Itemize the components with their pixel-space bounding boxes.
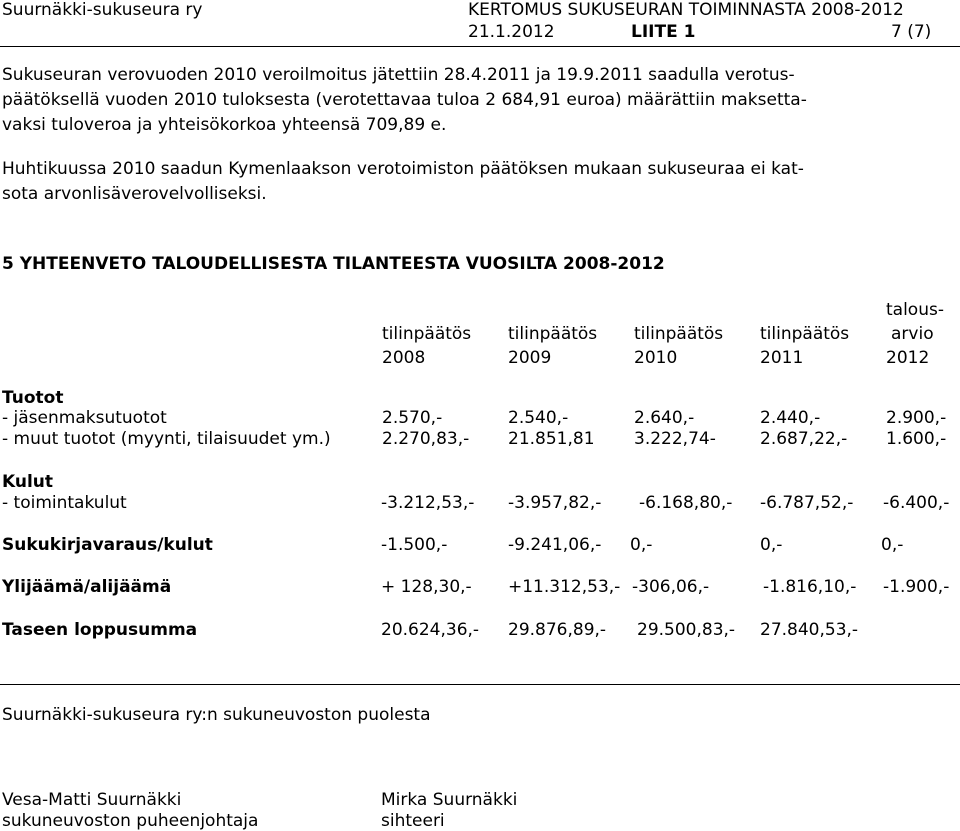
column-header-2011 [760, 298, 849, 370]
column-header-2012 [886, 298, 944, 370]
cell-ylijaama-2011: -1.816,10,- [763, 577, 857, 597]
column-header-line2: tilinpäätös [508, 324, 598, 344]
header-rule [0, 46, 960, 47]
cell-muut-tuotot-2010: 3.222,74- [634, 429, 716, 449]
header-date: 21.1.2012 [468, 22, 555, 42]
cell-jasenmaksutuotot-2008: 2.570,- [382, 408, 443, 428]
header-org: Suurnäkki-sukuseura ry [2, 0, 203, 20]
section-title: 5 YHTEENVETO TALOUDELLISESTA TILANTEESTA VUOSILTA 2008-2012 [2, 254, 665, 274]
cell-jasenmaksutuotot-2012: 2.900,- [886, 408, 947, 428]
cell-sukukirjavaraus-2012: 0,- [881, 535, 904, 555]
cell-muut-tuotot-2011: 2.687,22,- [760, 429, 848, 449]
paragraph-tax [2, 63, 952, 138]
cell-toimintakulut-2012: -6.400,- [883, 493, 950, 513]
cell-jasenmaksutuotot-2009: 2.540,- [508, 408, 569, 428]
column-header-line2: tilinpäätös [382, 324, 472, 344]
column-header-line1 [382, 298, 471, 322]
section-divider [0, 684, 960, 685]
column-header-year: 2010 [634, 348, 678, 368]
signer-1-role: sukuneuvoston puheenjohtaja [2, 811, 259, 831]
cell-toimintakulut-2010: -6.168,80,- [639, 493, 733, 513]
column-header-2010 [634, 298, 723, 370]
cell-taseen-loppusumma-2011: 27.840,53,- [760, 620, 859, 640]
column-header-2009 [508, 298, 597, 370]
header-appendix: LIITE 1 [631, 22, 696, 42]
column-header-line2: tilinpäätös [634, 324, 724, 344]
cell-taseen-loppusumma-2010: 29.500,83,- [637, 620, 736, 640]
column-header-year: 2012 [886, 348, 930, 368]
column-header-line2: arvio [891, 324, 934, 344]
cell-muut-tuotot-2009: 21.851,81 [508, 429, 595, 449]
column-header-2008 [382, 298, 471, 370]
paragraph-line: päätöksellä vuoden 2010 tuloksesta (verotettavaa tuloa 2 684,91 euroa) määrättiin maksetta- [2, 90, 807, 110]
cell-toimintakulut-2008: -3.212,53,- [381, 493, 475, 513]
column-header-line1 [508, 298, 597, 322]
row-label-sukukirjavaraus: Sukukirjavaraus/kulut [2, 535, 213, 555]
column-header-year: 2011 [760, 348, 804, 368]
cell-toimintakulut-2011: -6.787,52,- [760, 493, 854, 513]
signer-2-role: sihteeri [381, 811, 445, 831]
paragraph-line: Huhtikuussa 2010 saadun Kymenlaakson verotoimiston päätöksen mukaan sukuseuraa ei kat- [2, 159, 804, 179]
header-page: 7 (7) [891, 22, 932, 42]
row-label-ylijaama: Ylijäämä/alijäämä [2, 577, 172, 597]
paragraph-line: Sukuseuran verovuoden 2010 veroilmoitus jätettiin 28.4.2011 ja 19.9.2011 saadulla verotus- [2, 65, 795, 85]
row-label-jasenmaksutuotot: - jäsenmaksutuotot [2, 408, 167, 428]
cell-muut-tuotot-2008: 2.270,83,- [382, 429, 470, 449]
cell-muut-tuotot-2012: 1.600,- [886, 429, 947, 449]
row-label-muut-tuotot: - muut tuotot (myynti, tilaisuudet ym.) [2, 429, 331, 449]
paragraph-line: sota arvonlisäverovelvolliseksi. [2, 184, 267, 204]
cell-ylijaama-2010: -306,06,- [632, 577, 710, 597]
cell-ylijaama-2012: -1.900,- [883, 577, 950, 597]
header-title: KERTOMUS SUKUSEURAN TOIMINNASTA 2008-2012 [468, 0, 904, 20]
row-label-taseen-loppusumma: Taseen loppusumma [2, 620, 198, 640]
cell-ylijaama-2008: + 128,30,- [381, 577, 472, 597]
row-label-toimintakulut: - toimintakulut [2, 493, 127, 513]
cell-sukukirjavaraus-2009: -9.241,06,- [508, 535, 602, 555]
tuotot-heading: Tuotot [2, 388, 64, 408]
signer-1-name: Vesa-Matti Suurnäkki [2, 790, 182, 810]
cell-sukukirjavaraus-2008: -1.500,- [381, 535, 448, 555]
column-header-line1 [634, 298, 723, 322]
cell-sukukirjavaraus-2011: 0,- [760, 535, 783, 555]
cell-ylijaama-2009: +11.312,53,- [508, 577, 621, 597]
column-header-line2: tilinpäätös [760, 324, 850, 344]
cell-taseen-loppusumma-2008: 20.624,36,- [381, 620, 480, 640]
column-header-year: 2009 [508, 348, 552, 368]
cell-jasenmaksutuotot-2010: 2.640,- [634, 408, 695, 428]
signer-2-name: Mirka Suurnäkki [381, 790, 518, 810]
cell-taseen-loppusumma-2009: 29.876,89,- [508, 620, 607, 640]
paragraph-line: vaksi tuloveroa ja yhteisökorkoa yhteensä 709,89 e. [2, 115, 447, 135]
column-header-year: 2008 [382, 348, 426, 368]
kulut-heading: Kulut [2, 472, 54, 492]
cell-sukukirjavaraus-2010: 0,- [630, 535, 653, 555]
column-header-line1 [760, 298, 849, 322]
column-header-line1: talous- [886, 300, 944, 320]
cell-toimintakulut-2009: -3.957,82,- [508, 493, 602, 513]
cell-jasenmaksutuotot-2011: 2.440,- [760, 408, 821, 428]
on-behalf-text: Suurnäkki-sukuseura ry:n sukuneuvoston puolesta [2, 705, 431, 725]
paragraph-vat [2, 157, 952, 207]
